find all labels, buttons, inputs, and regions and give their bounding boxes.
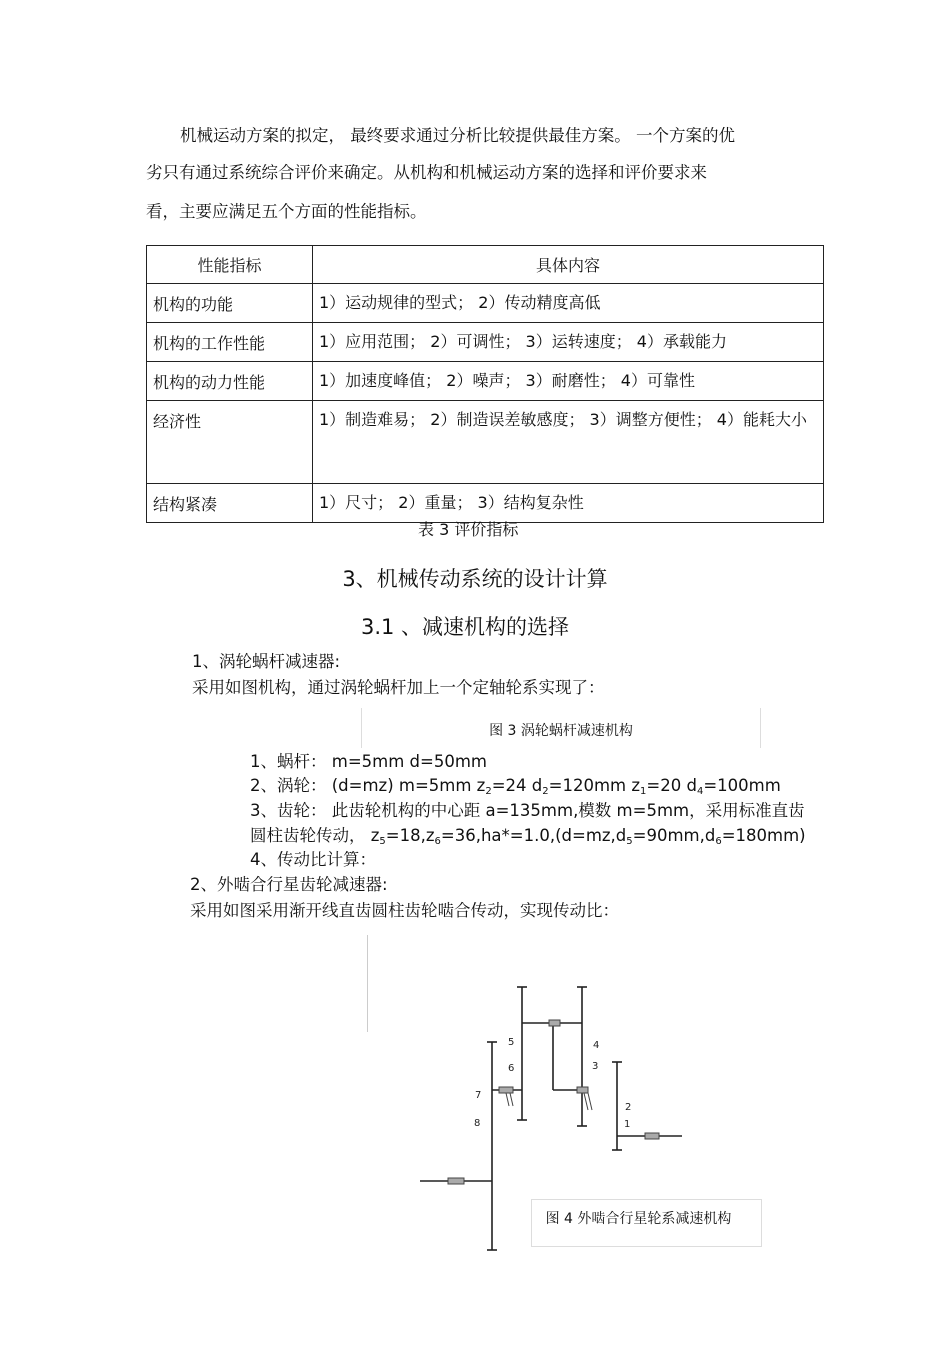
figure-3-caption: 图 3 涡轮蜗杆减速机构 [489, 723, 633, 739]
worm-description: 采用如图机构，通过涡轮蜗杆加上一个定轴轮系实现了： [192, 678, 605, 697]
item-text: =90mm,d [632, 826, 716, 845]
table-header: 性能指标 [147, 246, 313, 284]
subscript: 6 [715, 836, 722, 847]
label-6: 6 [508, 1063, 515, 1074]
subscript: 4 [696, 786, 704, 797]
subsection-title: 3.1 、减速机构的选择 [360, 615, 570, 639]
label-8: 8 [474, 1118, 481, 1129]
table-row [147, 362, 824, 401]
intro-line-3: 看，主要应满足五个方面的性能指标。 [146, 202, 427, 221]
worm-item-4: 4、传动比计算： [250, 850, 376, 869]
label-4: 4 [593, 1040, 600, 1051]
planetary-heading: 2、外啮合行星齿轮减速器: [190, 875, 388, 894]
item-text: 2、涡轮： (d=mz) m=5mm z [250, 776, 486, 795]
item-text: 圆柱齿轮传动， z [250, 826, 380, 845]
worm-item-3: 3、齿轮： 此齿轮机构的中心距 a=135mm,模数 m=5mm，采用标准直齿 [250, 801, 805, 820]
item-text: =120mm z [548, 776, 641, 795]
subscript: 2 [542, 786, 549, 797]
table-cell-content: 1）加速度峰值； 2）噪声； 3）耐磨性； 4）可靠性 [313, 362, 824, 401]
table-cell-name: 机构的工作性能 [147, 323, 313, 362]
subscript: 5 [626, 836, 633, 847]
table-row [147, 484, 824, 523]
table-cell-content: 1）尺寸； 2）重量； 3）结构复杂性 [313, 484, 824, 523]
item-text: =20 d [646, 776, 697, 795]
subscript: 5 [379, 836, 386, 847]
section-title: 3、机械传动系统的设计计算 [342, 567, 608, 591]
label-5: 5 [508, 1037, 515, 1048]
evaluation-table [146, 245, 824, 523]
subscript: 6 [434, 836, 441, 847]
worm-heading: 1、涡轮蜗杆减速器: [192, 652, 341, 671]
figure-3-frame [361, 708, 761, 748]
label-2: 2 [625, 1102, 632, 1113]
table-row [147, 284, 824, 323]
figure-4-caption: 图 4 外啮合行星轮系减速机构 [545, 1211, 732, 1227]
table-header: 具体内容 [313, 246, 824, 284]
label-1: 1 [624, 1119, 631, 1130]
table-row [147, 401, 824, 484]
table-cell-content: 1）运动规律的型式； 2）传动精度高低 [313, 284, 824, 323]
intro-line-2: 劣只有通过系统综合评价来确定。从机构和机械运动方案的选择和评价要求来 [146, 163, 707, 182]
table-cell-name: 经济性 [147, 401, 313, 484]
table-cell-name: 机构的功能 [147, 284, 313, 323]
item-text: =24 d [491, 776, 543, 795]
item-text: =18,z [385, 826, 435, 845]
table-cell-content: 1）制造难易； 2）制造误差敏感度； 3）调整方便性； 4）能耗大小 [313, 401, 824, 484]
worm-item-1: 1、蜗杆： m=5mm d=50mm [250, 752, 487, 771]
figure-4-caption-box [531, 1199, 762, 1247]
intro-line-1: 机械运动方案的拟定， 最终要求通过分析比较提供最佳方案。 一个方案的优 [180, 126, 735, 145]
item-text: =36,ha*=1.0,(d=mz,d [440, 826, 627, 845]
table-header-row [147, 246, 824, 284]
table-row [147, 323, 824, 362]
table-cell-name: 机构的动力性能 [147, 362, 313, 401]
label-3: 3 [592, 1061, 599, 1072]
worm-item-3-cont [250, 826, 806, 852]
table-caption: 表 3 评价指标 [418, 520, 519, 539]
figure-divider [367, 935, 368, 1032]
item-text: =180mm) [721, 826, 806, 845]
table-cell-content: 1）应用范围； 2）可调性； 3）运转速度； 4）承载能力 [313, 323, 824, 362]
item-text: =100mm [703, 776, 781, 795]
label-7: 7 [475, 1090, 482, 1101]
table-cell-name: 结构紧凑 [147, 484, 313, 523]
subscript: 2 [485, 786, 492, 797]
subscript: 1 [640, 786, 647, 797]
worm-item-2 [250, 776, 781, 802]
planetary-description: 采用如图采用渐开线直齿圆柱齿轮啮合传动，实现传动比： [190, 901, 619, 920]
